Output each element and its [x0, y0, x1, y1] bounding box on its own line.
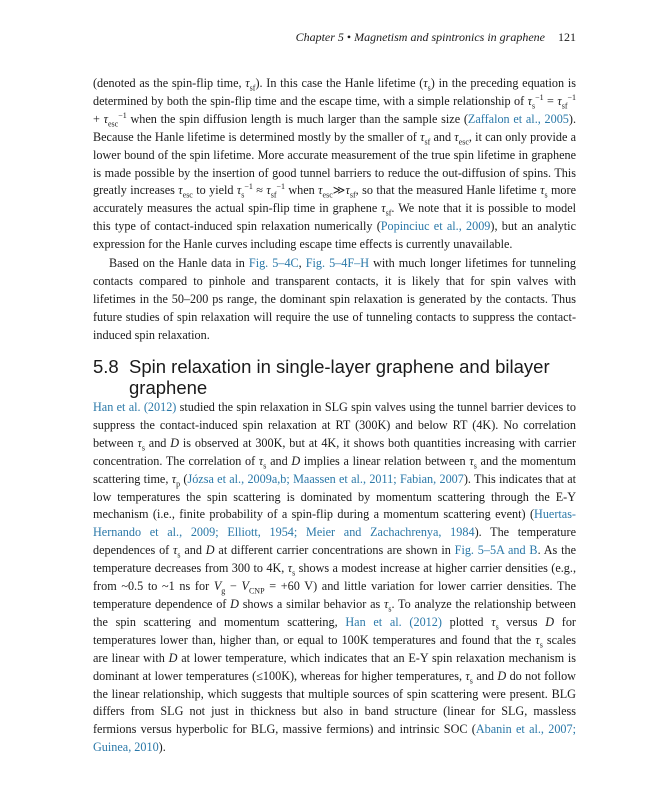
equation-inverse-lifetime: $\tau_s^{-1} = \tau_{sf}^{-1} + \tau_{esc}^{-1}$ [93, 92, 576, 129]
citation-link[interactable]: Józsa et al., 2009a,b [187, 471, 287, 486]
section-title-line2: graphene [129, 377, 208, 398]
figure-link[interactable]: Fig. 5–4C [248, 256, 299, 270]
running-head [93, 30, 576, 48]
paragraph-spin-relaxation: Han et al. (2012) studied the spin relaxation in SLG spin valves using the tunnel barrier devices to suppress the contact-induced spin relaxation at RT (300K) and below RT (4K). No correlation between $\tau_s$ and D is observed at 300K, but at 4K, it shows both quantities increasing with carrier concentration. The correlation of $\tau_s$ and D implies a linear relation between $\tau_s$ and the momentum scattering time, $\tau_p$ (Józsa et al., 2009a,b; Maassen et al., 2011; Fabian, 2007). This indicates that at low temperatures the spin scattering is dominated by momentum scattering through the E-Y mechanism (i.e., finite probability of a spin-flip during a momentum scattering event) (Huertas-Hernando et al., 2009; Elliott, 1954; Meier and Zachachrenya, 1984). The temperature dependences of $\tau_s$ and D at different carrier concentrations are shown in Fig. 5–5A and B. As the temperature decreases from 300 to 4K, $\tau_s$ shows a modest increase at higher carrier densities (e.g., from ~0.5 to ~1 ns for $V_g - V_{CNP} = +60$ V) and little variation for lower carrier densities. The temperature dependence of D shows a similar behavior as $\tau_s$. To analyze the relationship between the spin scattering and momentum scattering, Han et al. (2012) plotted $\tau_s$ versus D for temperatures lower than, higher than, or equal to 100K temperatures and found that the $\tau_s$ scales are linear with D at lower temperature, which indicates that an E-Y spin relaxation mechanism is dominant at lower temperatures (≤100K), whereas for higher temperatures, $\tau_s$ and D do not follow the linear relationship, which suggests that multiple sources of spin scattering were present. BLG differs from SLG not just in thickness but also in band structure (linear for SLG, massless fermions versus hyperbolic for BLG, massive fermions) and intrinsic SOC (Abanin et al., 2007; Guinea, 2010). [93, 400, 577, 755]
citation-link[interactable]: Abanin et al., 2007 [475, 722, 573, 737]
citation-link[interactable]: Maassen et al., 2011 [293, 471, 394, 486]
equation-approx: $\tau_s^{-1} \approx \tau_{sf}^{-1}$ [236, 182, 285, 200]
citation-link[interactable]: Zaffalon et al., 2005 [467, 111, 569, 126]
section-number: 5.8 [93, 356, 119, 377]
chapter-title: Magnetism and spintronics in graphene [354, 30, 545, 44]
section-heading [93, 356, 576, 398]
citation-link[interactable]: Popinciuc et al., 2009 [380, 219, 491, 234]
citation-link[interactable]: Han et al. (2012) [93, 400, 177, 414]
citation-link[interactable]: Huertas-Hernando et al., 2009 [93, 507, 576, 540]
paragraph-hanle-lifetime: (denoted as the spin-flip time, $\tau_{sf}$). In this case the Hanle lifetime $(\tau_s)$ in the preceding equation is determined by both the spin-flip time and the escape time, with a simple relationship of $\tau_s^{-1} = \tau_{sf}^{-1} + \tau_{esc}^{-1}$ when the spin diffusion length is much larger than the sample size (Zaffalon et al., 2005). Because the Hanle lifetime is determined mostly by the smaller of $\tau_{sf}$ and $\tau_{esc}$, it can only provide a lower bound of the spin lifetime. More accurate measurement of the true spin lifetime in graphene is made possible by the insertion of good tunnel barriers to reduce the out-diffusion of spins. This greatly increases $\tau_{esc}$ to yield $\tau_s^{-1} \approx \tau_{sf}^{-1}$ when $\tau_{esc}≫\tau_{sf}$, so that the measured Hanle lifetime $\tau_s$ more accurately measures the actual spin-flip time in graphene $\tau_{sf}$. We note that it is possible to model this type of contact-induced spin relaxation numerically (Popinciuc et al., 2009), but an analytic expression for the Hanle curves including escape time effects is currently unavailable. [93, 76, 577, 252]
figure-link[interactable]: Fig. 5–5A and B [454, 543, 538, 558]
citation-link[interactable]: Meier and Zachachrenya, 1984 [306, 525, 475, 540]
citation-link[interactable]: Elliott, 1954 [227, 525, 294, 540]
citation-link[interactable]: Han et al. (2012) [345, 614, 442, 629]
paragraph-hanle-data: Based on the Hanle data in Fig. 5–4C, Fig. 5–4F–H with much longer lifetimes for tunneling contacts compared to pinhole and transparent contacts, it is likely that for spin valves with lifetimes in the 50–200 ps range, the dominant spin relaxation is generated by the contacts. Thus future studies of spin relaxation will require the use of tunneling contacts to suppress the contact-induced spin relaxation. [93, 256, 576, 342]
bullet-separator: • [346, 30, 352, 44]
section-title-line1: Spin relaxation in single-layer graphene and bilayer [129, 356, 550, 377]
citation-link[interactable]: Fabian, 2007 [399, 471, 464, 486]
figure-link[interactable]: Fig. 5–4F–H [305, 256, 370, 270]
chapter-label: Chapter 5 [295, 30, 344, 44]
citation-link[interactable]: Guinea, 2010 [93, 740, 159, 755]
page-number: 121 [558, 30, 576, 44]
